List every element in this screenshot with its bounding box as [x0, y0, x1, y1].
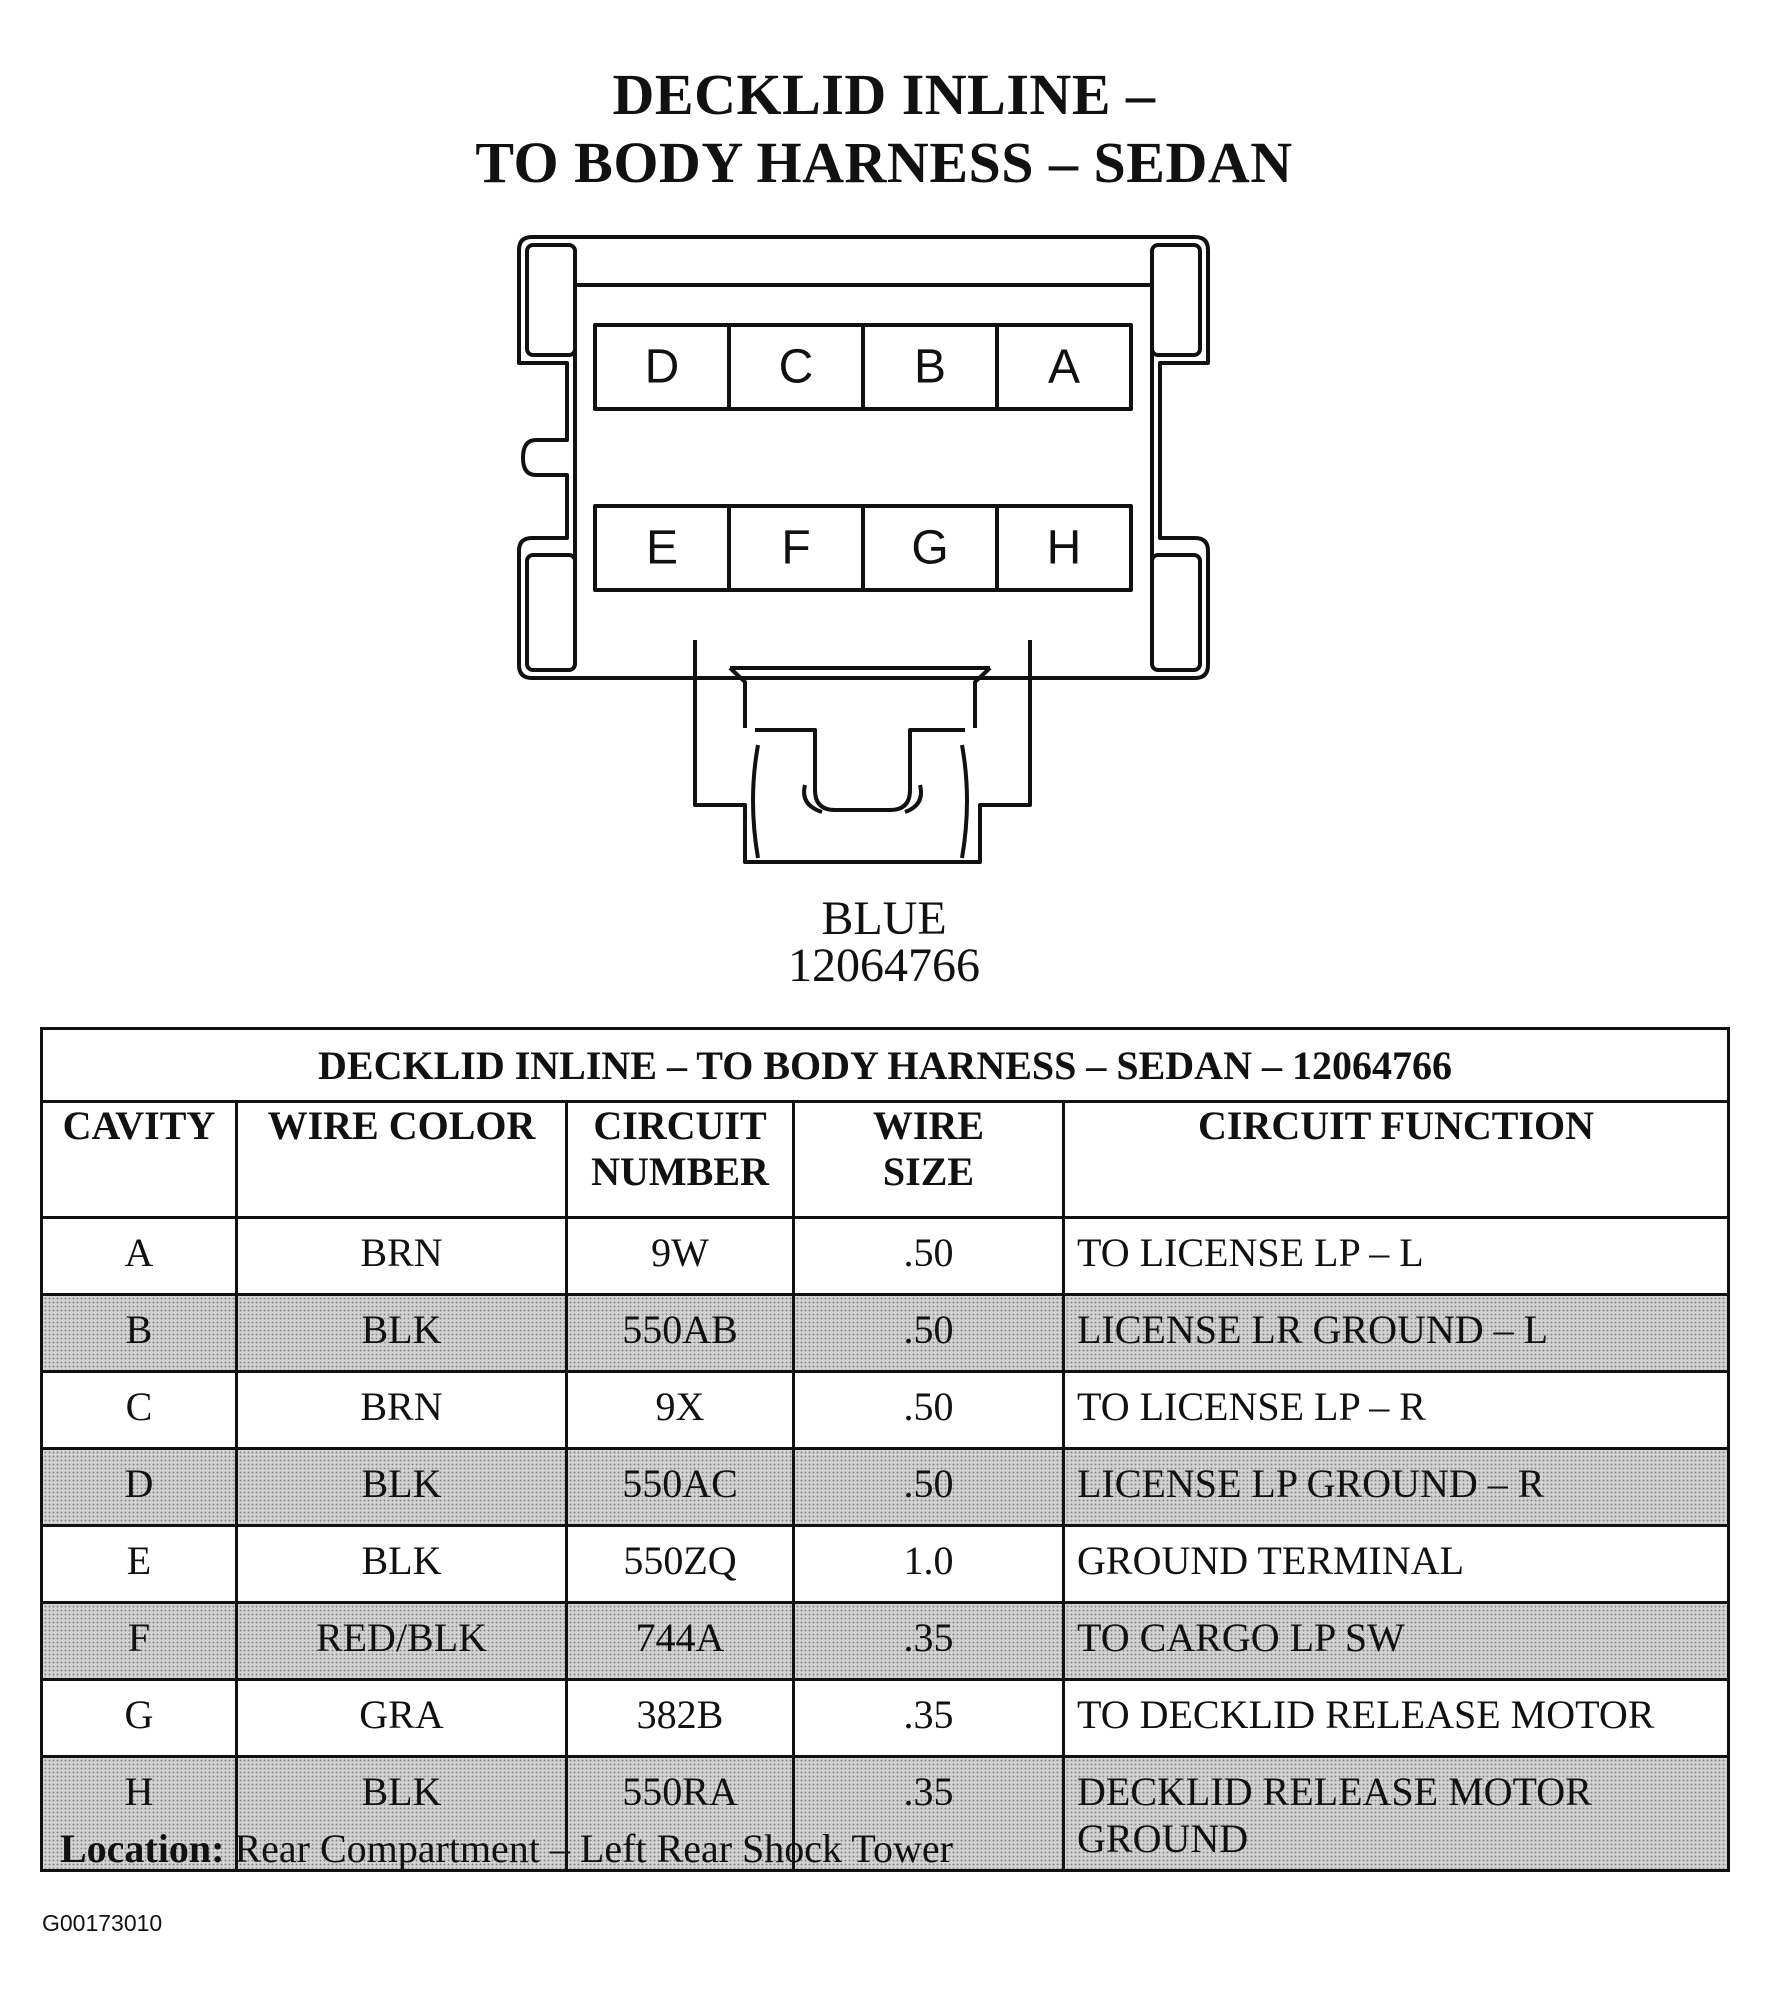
- cell-wire-size: .35: [794, 1603, 1064, 1680]
- header-wire-size-line-2: SIZE: [882, 1149, 975, 1194]
- table-row: [42, 1526, 1729, 1603]
- cell-circuit-number: 550AB: [567, 1295, 794, 1372]
- cell-circuit-number: 9W: [567, 1218, 794, 1295]
- pin-label-B: B: [913, 340, 947, 394]
- cell-cavity: A: [42, 1218, 237, 1295]
- header-circuit-number-line-2: NUMBER: [591, 1149, 769, 1194]
- cell-circuit-number: 382B: [567, 1680, 794, 1757]
- table-row: [42, 1372, 1729, 1449]
- cell-circuit-function: TO LICENSE LP – R: [1064, 1372, 1729, 1449]
- cell-cavity: C: [42, 1372, 237, 1449]
- cell-wire-color: BLK: [237, 1449, 567, 1526]
- table-row: [42, 1603, 1729, 1680]
- diagram-title-line-1: DECKLID INLINE –: [612, 62, 1156, 127]
- cell-circuit-function: [1064, 1757, 1729, 1871]
- connector-color: BLUE: [821, 892, 947, 945]
- cell-wire-size: .50: [794, 1218, 1064, 1295]
- pin-label-E: E: [645, 521, 679, 575]
- table-row: [42, 1218, 1729, 1295]
- cell-circuit-number: 9X: [567, 1372, 794, 1449]
- pin-label-C: C: [778, 340, 814, 394]
- figure-id: G00173010: [42, 1910, 163, 1936]
- cell-cavity: F: [42, 1603, 237, 1680]
- cell-wire-color: BLK: [237, 1757, 567, 1871]
- pin-label-H: H: [1046, 521, 1082, 575]
- pin-label-A: A: [1047, 340, 1081, 394]
- header-circuit-number-line-1: CIRCUIT: [593, 1103, 767, 1148]
- header-wire-size-line-1: WIRE: [872, 1103, 985, 1148]
- cell-cavity: B: [42, 1295, 237, 1372]
- table-title: DECKLID INLINE – TO BODY HARNESS – SEDAN – 12064766: [42, 1029, 1729, 1102]
- header-circuit-number: [567, 1102, 794, 1218]
- cell-wire-size: 1.0: [794, 1526, 1064, 1603]
- cell-cavity: D: [42, 1449, 237, 1526]
- pin-label-G: G: [911, 521, 949, 575]
- cell-circuit-function-line-1: DECKLID RELEASE MOTOR: [1077, 1769, 1592, 1814]
- cell-circuit-function: LICENSE LP GROUND – R: [1064, 1449, 1729, 1526]
- connector-face-diagram: [0, 0, 1768, 1000]
- header-cavity: CAVITY: [42, 1102, 237, 1218]
- lock-housing: [695, 640, 1030, 862]
- cell-circuit-number: 550AC: [567, 1449, 794, 1526]
- cell-circuit-function: LICENSE LR GROUND – L: [1064, 1295, 1729, 1372]
- cell-wire-color: GRA: [237, 1680, 567, 1757]
- pin-label-F: F: [781, 521, 811, 575]
- location-value: Rear Compartment – Left Rear Shock Tower: [234, 1826, 953, 1871]
- latch-tab-top-left: [527, 245, 575, 355]
- header-circuit-function: CIRCUIT FUNCTION: [1064, 1102, 1729, 1218]
- table-row: [42, 1449, 1729, 1526]
- cell-wire-size: .50: [794, 1295, 1064, 1372]
- cell-wire-color: BLK: [237, 1295, 567, 1372]
- cell-circuit-function: TO DECKLID RELEASE MOTOR: [1064, 1680, 1729, 1757]
- latch-tab-top-right: [1152, 245, 1200, 355]
- table-row: [42, 1680, 1729, 1757]
- cell-wire-size: .50: [794, 1449, 1064, 1526]
- cell-wire-color: BRN: [237, 1372, 567, 1449]
- connector-housing: [519, 237, 1208, 678]
- cell-wire-color: BLK: [237, 1526, 567, 1603]
- header-wire-size: [794, 1102, 1064, 1218]
- cell-circuit-function-line-2: GROUND: [1077, 1816, 1249, 1861]
- cell-wire-size: .35: [794, 1680, 1064, 1757]
- latch-tab-bottom-left: [527, 555, 575, 670]
- cell-wire-color: RED/BLK: [237, 1603, 567, 1680]
- location-label: Location:: [60, 1826, 225, 1871]
- cell-circuit-function: TO LICENSE LP – L: [1064, 1218, 1729, 1295]
- location-note: [60, 1825, 953, 1872]
- cell-cavity: G: [42, 1680, 237, 1757]
- latch-tab-bottom-right: [1152, 555, 1200, 670]
- cell-circuit-function: TO CARGO LP SW: [1064, 1603, 1729, 1680]
- header-wire-color: WIRE COLOR: [237, 1102, 567, 1218]
- cell-wire-size: .35: [794, 1757, 1064, 1871]
- pinout-table: [40, 1027, 1730, 1872]
- pin-label-D: D: [644, 340, 680, 394]
- cell-circuit-function: GROUND TERMINAL: [1064, 1526, 1729, 1603]
- table-row: [42, 1295, 1729, 1372]
- diagram-title-line-2: TO BODY HARNESS – SEDAN: [475, 130, 1293, 195]
- cell-circuit-number: 744A: [567, 1603, 794, 1680]
- cell-cavity: H: [42, 1757, 237, 1871]
- cell-wire-color: BRN: [237, 1218, 567, 1295]
- cell-circuit-number: 550ZQ: [567, 1526, 794, 1603]
- cell-wire-size: .50: [794, 1372, 1064, 1449]
- cell-cavity: E: [42, 1526, 237, 1603]
- connector-part-number: 12064766: [788, 939, 980, 992]
- lock-tab: [755, 730, 965, 810]
- cell-circuit-number: 550RA: [567, 1757, 794, 1871]
